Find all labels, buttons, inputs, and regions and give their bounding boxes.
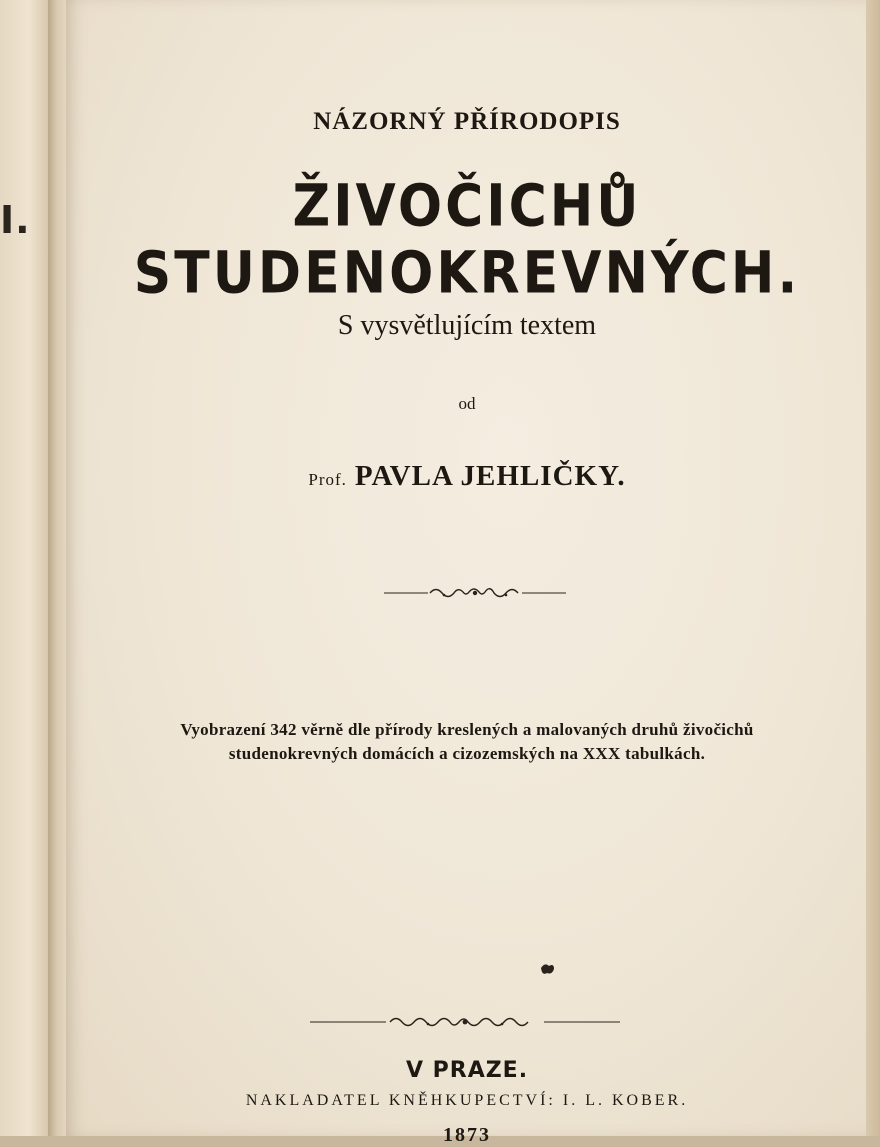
- by-line: od: [458, 394, 476, 413]
- author-prefix: Prof.: [308, 470, 347, 489]
- page-edge: [866, 0, 880, 1136]
- subtitle-top: NÁZORNÝ PŘÍRODOPIS: [313, 108, 621, 135]
- year: 1873: [443, 1124, 491, 1146]
- place: V PRAZE.: [405, 1058, 529, 1083]
- book-spine: [0, 0, 48, 1136]
- description: [66, 718, 868, 766]
- ink-fleck: [538, 962, 556, 976]
- main-title: ŽIVOČICHŮ STUDENOKREVNÝCH.: [133, 172, 801, 308]
- ornament-divider-top: [384, 584, 566, 602]
- ornament-divider-bottom: [310, 1013, 620, 1031]
- author-line: [66, 460, 868, 493]
- author-name: PAVLA JEHLIČKY.: [354, 460, 626, 492]
- publisher: NAKLADATEL KNĚHKUPECTVÍ: I. L. KOBER.: [245, 1092, 689, 1109]
- title-page: [66, 0, 868, 1136]
- volume-mark: I.: [0, 198, 31, 242]
- description-line-2: studenokrevných domácích a cizozemských na XXX tabulkách.: [228, 744, 706, 763]
- explanation-line: S vysvětlujícím textem: [337, 310, 597, 341]
- description-line-1: Vyobrazení 342 věrně dle přírody kreslených a malovaných druhů živočichů: [180, 720, 754, 739]
